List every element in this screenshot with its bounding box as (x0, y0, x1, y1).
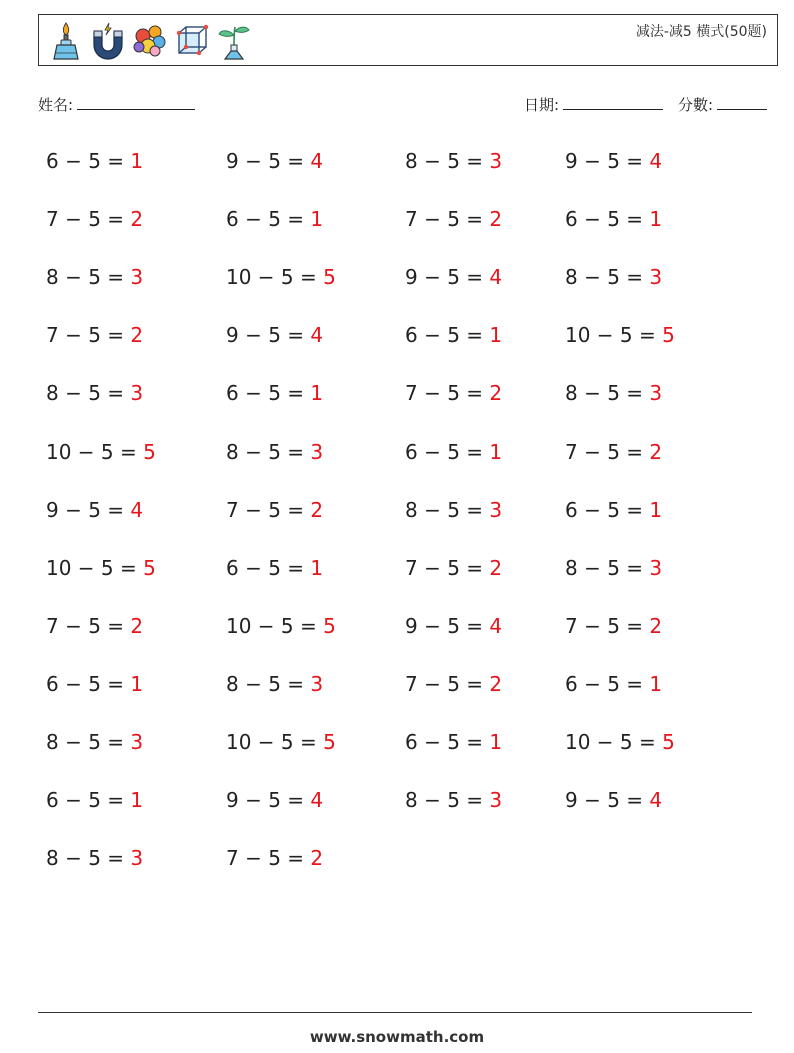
problem-item (226, 435, 323, 469)
problem-expression: 6 − 5 = (226, 381, 311, 406)
problem-answer: 3 (649, 555, 663, 580)
problem-item (565, 318, 675, 352)
problem-answer: 1 (130, 788, 144, 813)
problem-item (226, 493, 323, 527)
problem-answer: 4 (489, 613, 503, 638)
problem-answer: 1 (489, 730, 503, 754)
problem-expression: 8 − 5 = (405, 788, 490, 813)
problem-expression: 8 − 5 = (405, 149, 490, 173)
problem-answer: 4 (649, 788, 663, 813)
problem-answer: 5 (143, 439, 156, 464)
problem-answer: 3 (310, 439, 324, 464)
problem-expression: 6 − 5 = (46, 149, 131, 173)
problem-item (405, 667, 502, 701)
problem-item (226, 841, 323, 875)
problem-answer: 1 (130, 671, 144, 696)
problem-expression: 8 − 5 = (46, 730, 131, 754)
problem-item (46, 667, 143, 701)
problem-item (565, 435, 662, 469)
problem-expression: 8 − 5 = (46, 846, 131, 871)
problem-expression: 8 − 5 = (226, 671, 311, 696)
problem-answer: 1 (489, 323, 503, 348)
problem-expression: 9 − 5 = (565, 149, 650, 173)
problem-item (405, 260, 502, 294)
problem-expression: 6 − 5 = (565, 207, 650, 232)
problem-answer: 3 (489, 149, 503, 173)
problem-item (226, 260, 336, 294)
problem-expression: 8 − 5 = (46, 381, 131, 406)
problem-expression: 8 − 5 = (565, 265, 650, 290)
problem-expression: 6 − 5 = (46, 671, 131, 696)
problem-answer: 2 (130, 207, 144, 232)
problem-expression: 8 − 5 = (565, 555, 650, 580)
score-field[interactable] (678, 94, 767, 115)
problem-item (226, 376, 323, 410)
problem-answer: 5 (662, 323, 675, 348)
problem-answer: 5 (662, 730, 675, 754)
problem-item (405, 725, 502, 759)
problem-item (565, 202, 662, 236)
problem-item (405, 318, 502, 352)
problem-expression: 8 − 5 = (226, 439, 311, 464)
problem-item (565, 144, 662, 178)
problem-expression: 7 − 5 = (405, 207, 490, 232)
problem-item (565, 725, 675, 759)
problem-item (46, 551, 156, 585)
problem-item (405, 202, 502, 236)
problem-expression: 10 − 5 = (565, 730, 663, 754)
problem-item (46, 144, 143, 178)
problem-item (565, 260, 662, 294)
problem-expression: 8 − 5 = (46, 265, 131, 290)
problem-expression: 10 − 5 = (226, 265, 324, 290)
problem-item (46, 202, 143, 236)
cube-model-icon (173, 21, 211, 61)
problem-expression: 6 − 5 = (46, 788, 131, 813)
header-icon-row (47, 20, 253, 62)
problem-expression: 8 − 5 = (405, 497, 490, 522)
problem-item (46, 260, 143, 294)
footer-divider (38, 1012, 752, 1013)
problem-expression: 7 − 5 = (405, 381, 490, 406)
problem-item (46, 318, 143, 352)
problem-item (226, 667, 323, 701)
problem-item (226, 202, 323, 236)
problem-item (226, 609, 336, 643)
problem-expression: 6 − 5 = (226, 555, 311, 580)
worksheet-title: 减法-减5 横式(50题) (635, 24, 767, 40)
problem-answer: 2 (130, 613, 144, 638)
problem-answer: 3 (130, 381, 144, 406)
problem-answer: 3 (130, 730, 144, 754)
problem-answer: 1 (130, 149, 144, 173)
problem-answer: 2 (649, 439, 663, 464)
problem-item (405, 609, 502, 643)
problem-item (46, 435, 156, 469)
score-blank[interactable] (717, 95, 767, 110)
worksheet-header (38, 14, 778, 66)
problem-expression: 10 − 5 = (226, 730, 324, 754)
problem-answer: 3 (489, 497, 503, 522)
problem-answer: 5 (323, 265, 336, 290)
date-blank[interactable] (563, 95, 663, 110)
problem-expression: 10 − 5 = (46, 439, 144, 464)
problem-item (46, 376, 143, 410)
problem-answer: 1 (649, 497, 663, 522)
problem-expression: 7 − 5 = (226, 497, 311, 522)
problem-item (46, 783, 143, 817)
name-field[interactable] (38, 94, 195, 115)
problem-answer: 5 (323, 730, 336, 754)
problem-item (565, 609, 662, 643)
problem-expression: 9 − 5 = (405, 613, 490, 638)
problem-answer: 2 (130, 323, 144, 348)
problem-expression: 9 − 5 = (226, 149, 311, 173)
problem-expression: 7 − 5 = (46, 207, 131, 232)
name-blank[interactable] (77, 95, 195, 110)
problem-item (226, 551, 323, 585)
problem-answer: 2 (310, 497, 324, 522)
problem-expression: 6 − 5 = (226, 207, 311, 232)
problem-item (405, 376, 502, 410)
problem-answer: 5 (323, 613, 336, 638)
problem-answer: 1 (310, 207, 324, 232)
problem-answer: 1 (649, 671, 663, 696)
problem-expression: 6 − 5 = (405, 323, 490, 348)
problem-answer: 2 (489, 555, 503, 580)
problem-expression: 9 − 5 = (226, 323, 311, 348)
problem-expression: 9 − 5 = (46, 497, 131, 522)
date-label: 日期: (524, 96, 560, 114)
problem-expression: 6 − 5 = (405, 730, 490, 754)
problem-item (46, 493, 143, 527)
problem-item (405, 551, 502, 585)
problem-item (405, 144, 502, 178)
problem-item (226, 144, 323, 178)
problem-expression: 8 − 5 = (565, 381, 650, 406)
problem-answer: 1 (489, 439, 503, 464)
problem-answer: 5 (143, 555, 156, 580)
problem-answer: 4 (310, 323, 324, 348)
problem-answer: 3 (649, 381, 663, 406)
problem-item (565, 376, 662, 410)
problem-answer: 4 (489, 265, 503, 290)
problem-answer: 4 (130, 497, 144, 522)
problem-answer: 4 (310, 149, 324, 173)
problem-expression: 7 − 5 = (565, 613, 650, 638)
problem-expression: 7 − 5 = (46, 323, 131, 348)
problem-answer: 3 (310, 671, 324, 696)
plant-flask-icon (215, 21, 253, 61)
problem-expression: 10 − 5 = (46, 555, 144, 580)
problem-item (46, 841, 143, 875)
molecule-balls-icon (131, 21, 169, 61)
name-label: 姓名: (38, 96, 74, 114)
problem-answer: 1 (310, 381, 324, 406)
problem-answer: 1 (649, 207, 663, 232)
problem-item (565, 493, 662, 527)
problem-expression: 7 − 5 = (405, 671, 490, 696)
problem-expression: 7 − 5 = (226, 846, 311, 871)
problem-expression: 10 − 5 = (226, 613, 324, 638)
problem-expression: 6 − 5 = (405, 439, 490, 464)
problem-answer: 3 (130, 265, 144, 290)
problem-expression: 7 − 5 = (46, 613, 131, 638)
problem-item (226, 725, 336, 759)
problem-answer: 2 (489, 207, 503, 232)
problem-item (565, 667, 662, 701)
problem-item (405, 783, 502, 817)
problem-answer: 2 (489, 671, 503, 696)
problem-expression: 9 − 5 = (226, 788, 311, 813)
problem-expression: 9 − 5 = (565, 788, 650, 813)
problem-answer: 2 (310, 846, 324, 871)
alcohol-lamp-icon (47, 21, 85, 61)
magnet-icon (89, 21, 127, 61)
problem-item (46, 725, 143, 759)
date-field[interactable] (524, 94, 663, 115)
problem-item (226, 318, 323, 352)
problem-expression: 6 − 5 = (565, 497, 650, 522)
problem-expression: 10 − 5 = (565, 323, 663, 348)
problem-item (405, 493, 502, 527)
problem-answer: 3 (489, 788, 503, 813)
problem-expression: 9 − 5 = (405, 265, 490, 290)
footer-url: www.snowmath.com (309, 1028, 485, 1046)
problem-answer: 4 (310, 788, 324, 813)
problem-answer: 4 (649, 149, 663, 173)
problem-expression: 7 − 5 = (565, 439, 650, 464)
problem-expression: 7 − 5 = (405, 555, 490, 580)
problem-item (405, 435, 502, 469)
problem-item (226, 783, 323, 817)
problem-answer: 3 (649, 265, 663, 290)
problem-expression: 6 − 5 = (565, 671, 650, 696)
problem-answer: 1 (310, 555, 324, 580)
problem-answer: 3 (130, 846, 144, 871)
problem-item (46, 609, 143, 643)
problem-answer: 2 (649, 613, 663, 638)
problem-answer: 2 (489, 381, 503, 406)
problem-item (565, 783, 662, 817)
problem-item (565, 551, 662, 585)
score-label: 分數: (678, 96, 714, 114)
